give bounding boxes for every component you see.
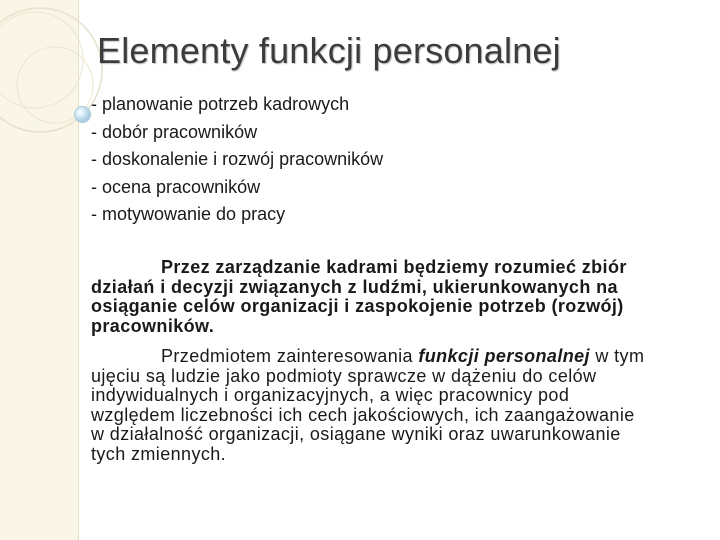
list-item: - ocena pracowników <box>91 176 261 197</box>
list-item: - doskonalenie i rozwój pracowników <box>91 149 384 169</box>
paragraph-line: względem liczebności ich cech jakościowych, ich zaangażowanie <box>91 404 635 425</box>
definition-paragraph <box>91 258 720 336</box>
emphasized-term: funkcji personalnej <box>418 346 590 366</box>
paragraph-line: indywidualnych i organizacyjnych, a więc pracownicy pod <box>91 385 570 405</box>
paragraph-line: Przedmiotem zainteresowania funkcji personalnej w tym <box>161 346 645 366</box>
paragraph-line: działań i decyzji związanych z ludźmi, ukierunkowanych na <box>91 276 618 297</box>
paragraph-line: tych zmiennych. <box>91 443 227 464</box>
paragraph-line: pracowników. <box>91 315 215 336</box>
subject-paragraph <box>91 347 720 464</box>
paragraph-line: osiąganie celów organizacji i zaspokojenie potrzeb (rozwój) <box>91 296 624 316</box>
paragraph-line: Przez zarządzanie kadrami będziemy rozumieć zbiór <box>161 257 627 277</box>
paragraph-line: w działalność organizacji, osiągane wyniki oraz uwarunkowanie <box>91 424 621 444</box>
list-item: - dobór pracowników <box>91 121 258 142</box>
slide-title: Elementy funkcji personalnej <box>97 30 561 71</box>
function-elements-list <box>91 91 383 229</box>
bullet-dot-icon <box>75 107 90 122</box>
paragraph-line: ujęciu są ludzie jako podmioty sprawcze w dążeniu do celów <box>91 365 597 386</box>
list-item: - motywowanie do pracy <box>91 204 286 224</box>
list-item: - planowanie potrzeb kadrowych <box>91 94 350 114</box>
